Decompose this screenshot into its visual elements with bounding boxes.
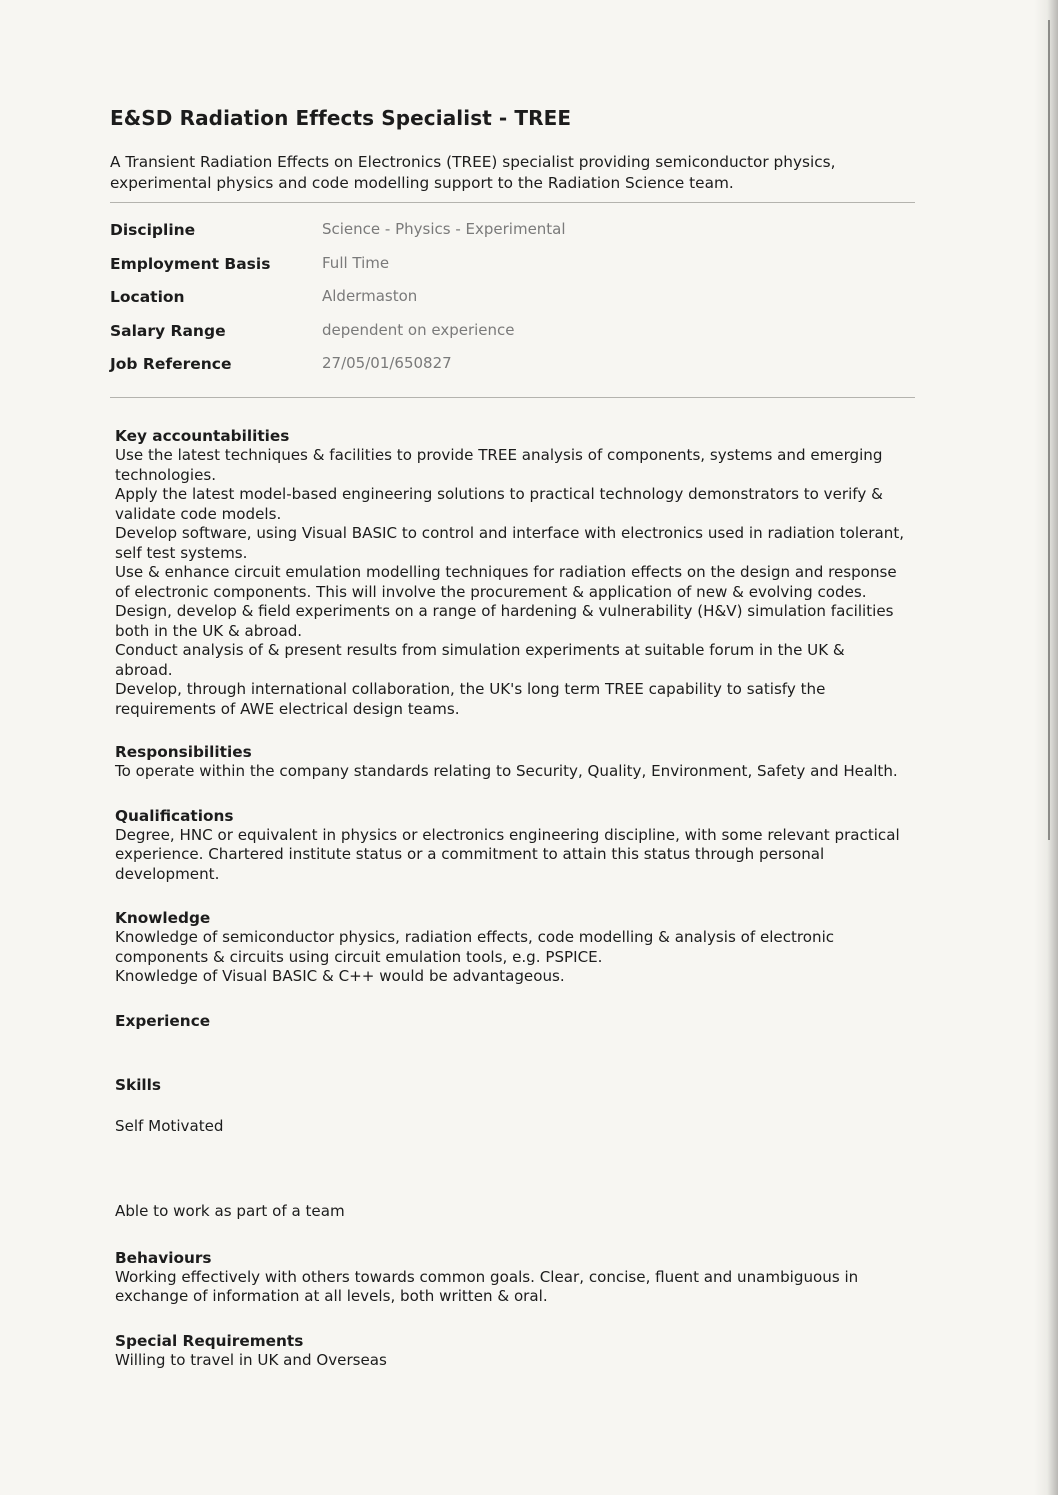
job-summary: A Transient Radiation Effects on Electronics (TREE) specialist providing semiconductor physics, experimental physics and code modelling support to the Radiation Science team. xyxy=(110,153,836,192)
detail-value: dependent on experience xyxy=(322,320,515,339)
accountability-item: Use the latest techniques & facilities to provide TREE analysis of components, systems and emerging technologies. xyxy=(115,446,883,484)
section-special-requirements xyxy=(115,1331,905,1371)
page-edge-shadow xyxy=(1048,20,1050,840)
detail-value: Science - Physics - Experimental xyxy=(322,220,566,238)
knowledge-item: Knowledge of semiconductor physics, radiation effects, code modelling & analysis of electronic components & circuits using circuit emulation tools, e.g. PSPICE. xyxy=(115,928,835,966)
scanned-page-edge xyxy=(1034,0,1058,1495)
job-details-table xyxy=(110,219,920,387)
skill-item: Able to work as part of a team xyxy=(115,1202,345,1220)
accountability-item: Apply the latest model-based engineering solutions to practical technology demonstrators to verify & validate code models. xyxy=(115,485,883,523)
accountability-item: Design, develop & field experiments on a range of hardening & vulnerability (H&V) simulation facilities both in the UK & abroad. xyxy=(115,602,894,640)
detail-label: Job Reference xyxy=(110,355,232,373)
section-text: To operate within the company standards relating to Security, Quality, Environment, Safety and Health. xyxy=(115,762,898,780)
detail-row-location xyxy=(110,286,920,320)
accountability-item: Develop software, using Visual BASIC to control and interface with electronics used in radiation tolerant, self test systems. xyxy=(115,524,905,562)
detail-label: Location xyxy=(110,288,185,306)
section-heading: Responsibilities xyxy=(115,743,252,761)
detail-label: Discipline xyxy=(110,221,196,239)
detail-value: Full Time xyxy=(322,253,390,272)
detail-value: Aldermaston xyxy=(322,287,418,305)
section-knowledge xyxy=(115,908,905,987)
section-heading: Behaviours xyxy=(115,1248,212,1267)
section-text: Willing to travel in UK and Overseas xyxy=(115,1350,387,1369)
job-description-header xyxy=(110,100,920,398)
section-behaviours xyxy=(115,1248,905,1307)
section-heading: Skills xyxy=(115,1075,162,1094)
section-heading: Qualifications xyxy=(115,806,234,825)
section-heading: Knowledge xyxy=(115,909,211,927)
section-experience xyxy=(115,1011,905,1031)
section-heading: Key accountabilities xyxy=(115,427,290,445)
detail-label: Employment Basis xyxy=(110,254,271,273)
section-key-accountabilities xyxy=(115,426,905,719)
accountability-item: Use & enhance circuit emulation modelling techniques for radiation effects on the design and response of electronic components. This will involve the procurement & application of new & evolving codes. xyxy=(115,563,897,601)
section-text: Degree, HNC or equivalent in physics or electronics engineering discipline, with some relevant practical experience. Chartered institute status or a commitment to attain this status through personal development. xyxy=(115,825,900,883)
section-text: Working effectively with others towards common goals. Clear, concise, fluent and unambiguous in exchange of information at all levels, both written & oral. xyxy=(115,1267,859,1305)
divider-bottom xyxy=(110,397,915,398)
section-heading: Special Requirements xyxy=(115,1331,304,1350)
detail-value: 27/05/01/650827 xyxy=(322,354,452,372)
skill-item: Self Motivated xyxy=(115,1116,224,1135)
detail-row-discipline xyxy=(110,219,920,253)
page-title: E&SD Radiation Effects Specialist - TREE xyxy=(110,106,572,130)
section-skills xyxy=(115,1075,905,1222)
accountability-item: Develop, through international collaboration, the UK's long term TREE capability to satisfy the requirements of AWE electrical design teams. xyxy=(115,680,826,718)
section-qualifications xyxy=(115,806,905,885)
job-sections xyxy=(115,426,905,1370)
accountability-item: Conduct analysis of & present results from simulation experiments at suitable forum in the UK & abroad. xyxy=(115,641,845,679)
knowledge-item: Knowledge of Visual BASIC & C++ would be advantageous. xyxy=(115,967,565,985)
divider-top xyxy=(110,202,915,203)
detail-label: Salary Range xyxy=(110,321,226,340)
section-responsibilities xyxy=(115,742,905,782)
section-heading: Experience xyxy=(115,1011,211,1030)
detail-row-salary-range xyxy=(110,320,920,354)
detail-row-job-reference xyxy=(110,353,920,387)
detail-row-employment-basis xyxy=(110,253,920,287)
